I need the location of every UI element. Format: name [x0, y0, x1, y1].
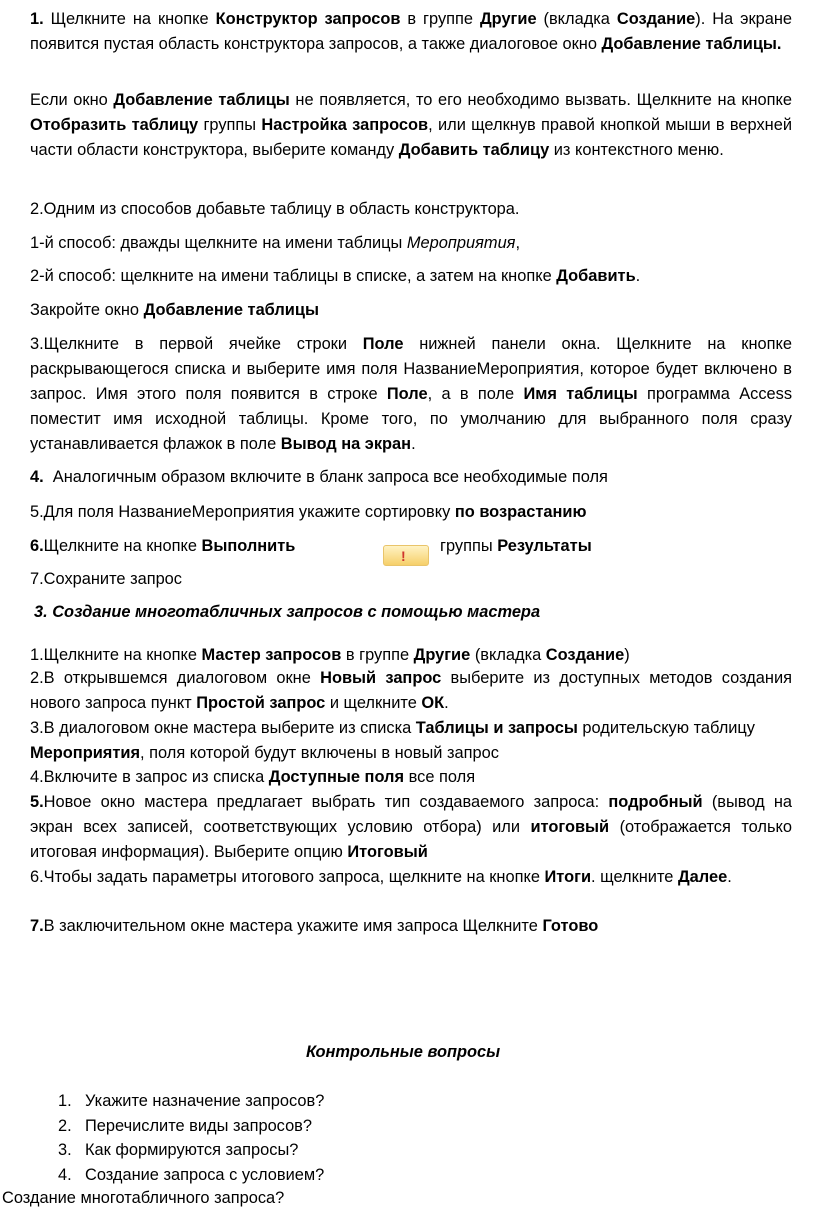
wizard-step-7: 7.В заключительном окне мастера укажите имя запроса Щелкните Готово [30, 917, 599, 935]
wizard-step-4: 4.Включите в запрос из списка Доступные поля все поля [30, 768, 476, 786]
step-4-paragraph: 4. Аналогичным образом включите в бланк запроса все необходимые поля [30, 468, 608, 486]
last-question: Создание многотабличного запроса? [2, 1189, 285, 1207]
close-window-paragraph: Закройте окно Добавление таблицы [30, 301, 319, 319]
step-5-paragraph: 5.Для поля НазваниеМероприятия укажите сортировку по возрастанию [30, 503, 587, 521]
step-2-paragraph: 2.Одним из способов добавьте таблицу в область конструктора. [30, 200, 520, 218]
method-1-paragraph: 1-й способ: дважды щелкните на имени таблицы Мероприятия, [30, 234, 521, 252]
method-2-paragraph: 2-й способ: щелкните на имени таблицы в списке, а затем на кнопке Добавить. [30, 267, 641, 285]
step-3-paragraph: 3.Щелкните в первой ячейке строки Поле нижней панели окна. Щелкните на кнопке раскрывающегося списка и выберите имя поля НазваниеМероприятия, которое будет включено в запрос. Имя этого поля появится в строке Поле, а в поле Имя таблицы программа Access поместит имя исходной таблицы. Кроме того, по умолчанию для выбранного поля сразу устанавливается флажок в поле Вывод на экран. [30, 335, 793, 453]
list-item: 2. Перечислите виды запросов? [58, 1116, 313, 1135]
list-item: 3. Как формируются запросы? [58, 1141, 299, 1159]
run-exclamation-icon: ! [383, 545, 429, 566]
step-6-paragraph: 6.Щелкните на кнопке Выполнить группы Результаты [30, 537, 592, 555]
add-table-paragraph: Если окно Добавление таблицы не появляется, то его необходимо вызвать. Щелкните на кнопке Отобразить таблицу группы Настройка запросов, или щелкнув правой кнопкой мыши в верхней части области конструктора, выберите команду Добавить таблицу из контекстного меню. [30, 91, 793, 159]
questions-list [58, 1089, 798, 1187]
step-7-paragraph: 7.Сохраните запрос [30, 570, 182, 588]
step-1-paragraph: 1. Щелкните на кнопке Конструктор запросов в группе Другие (вкладка Создание). На экране появится пустая область конструктора запросов, а также диалоговое окно Добавление таблицы. [30, 10, 793, 53]
section-heading: 3. Создание многотабличных запросов с помощью мастера [34, 603, 541, 621]
wizard-step-3: 3.В диалоговом окне мастера выберите из списка Таблицы и запросы родительскую таблицу Мероприятия, поля которой будут включены в новый запрос [30, 719, 755, 762]
questions-title: Контрольные вопросы [306, 1043, 501, 1061]
wizard-step-6: 6.Чтобы задать параметры итогового запроса, щелкните на кнопке Итоги. щелкните Далее. [30, 868, 732, 886]
wizard-step-5: 5.Новое окно мастера предлагает выбрать тип создаваемого запроса: подробный (вывод на экран всех записей, соответствующих условию отбора) или итоговый (отображается только итоговая информация). Выберите опцию Итоговый [30, 793, 792, 861]
wizard-step-1: 1.Щелкните на кнопке Мастер запросов в группе Другие (вкладка Создание) [30, 646, 630, 664]
list-item: 1. Укажите назначение запросов? [58, 1092, 325, 1110]
list-item: 4. Создание запроса с условием? [58, 1165, 325, 1184]
wizard-step-2: 2.В открывшемся диалоговом окне Новый запрос выберите из доступных методов создания нового запроса пункт Простой запрос и щелкните ОК. [30, 669, 792, 712]
